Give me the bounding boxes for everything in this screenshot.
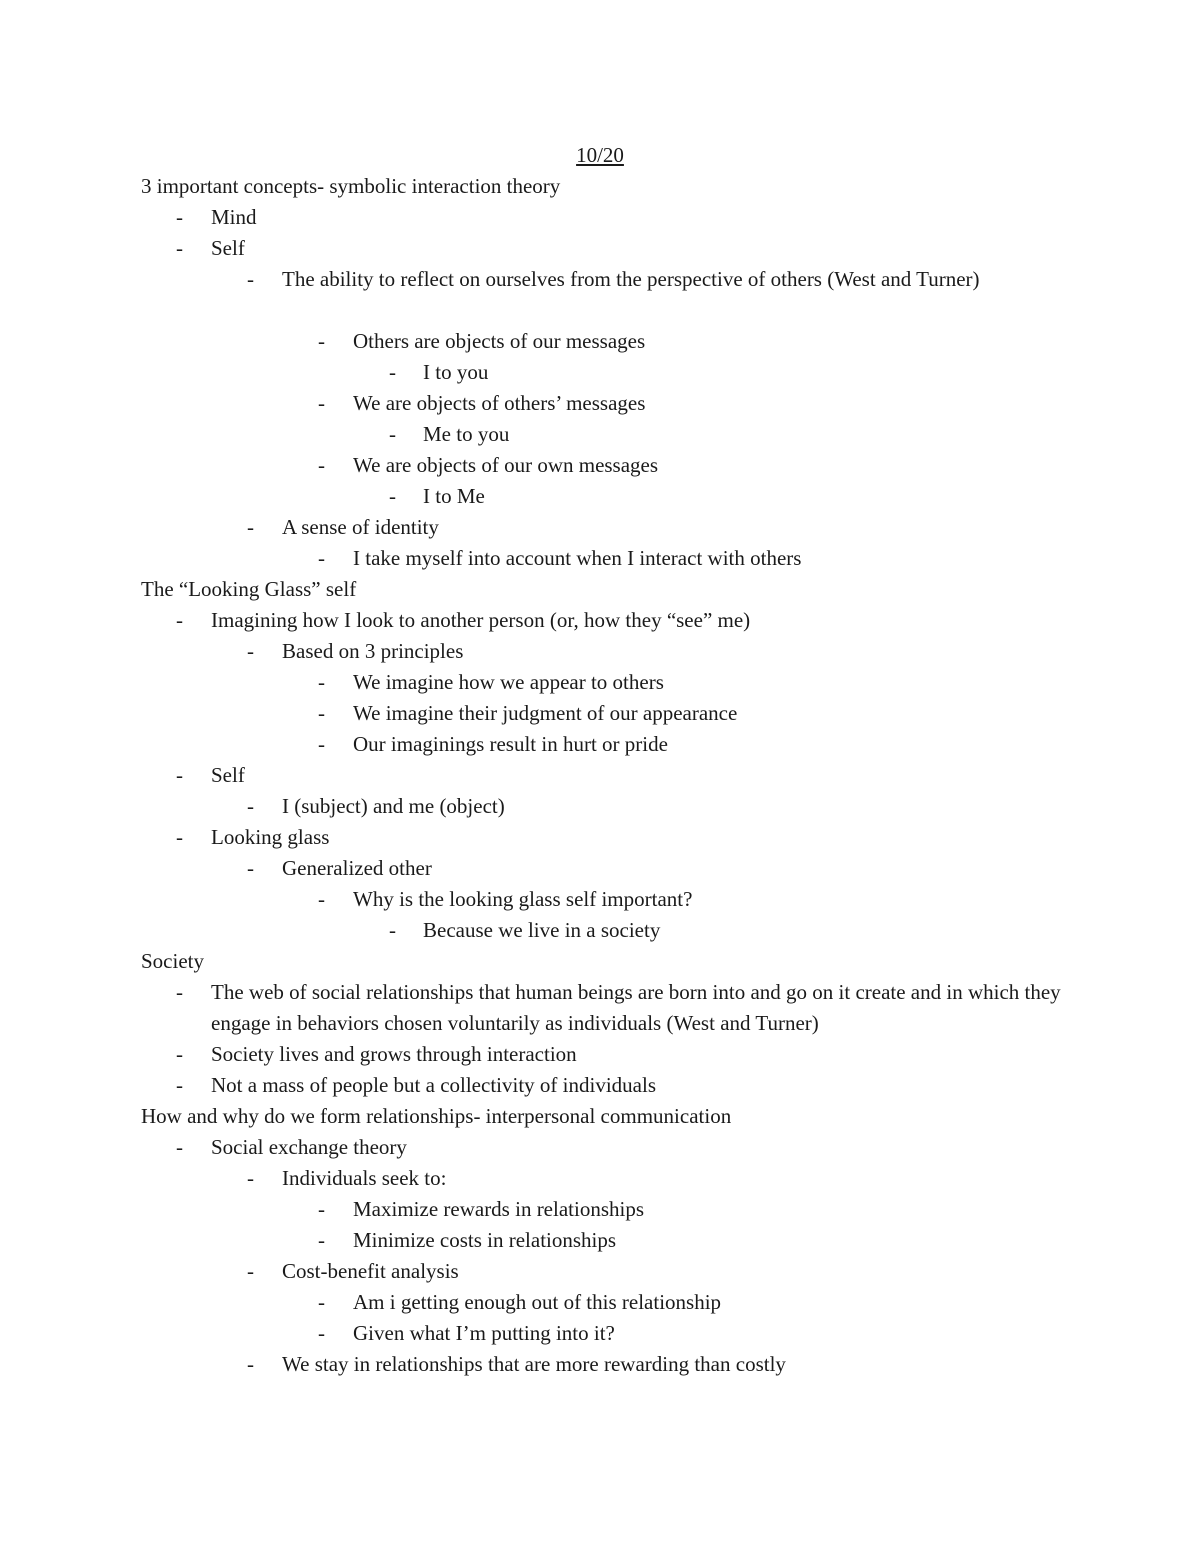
bullet-dash: - [247, 639, 254, 663]
bullet-dash: - [318, 391, 325, 415]
bullet-text: Generalized other [282, 856, 432, 880]
section-heading [0, 574, 1200, 605]
bullet-dash: - [318, 701, 325, 725]
bullet-dash: - [176, 763, 183, 787]
bullet-item [0, 1225, 1200, 1256]
bullet-text: I (subject) and me (object) [282, 794, 505, 818]
bullet-text: Self [211, 763, 245, 787]
bullet-item [0, 791, 1200, 822]
bullet-text: We are objects of our own messages [353, 453, 659, 477]
bullet-dash: - [318, 670, 325, 694]
bullet-dash: - [247, 856, 254, 880]
bullet-dash: - [247, 515, 254, 539]
bullet-item [0, 1039, 1200, 1070]
bullet-dash: - [318, 1228, 325, 1252]
bullet-item [0, 357, 1200, 388]
section-heading [0, 171, 1200, 202]
bullet-text: I to Me [423, 484, 485, 508]
bullet-text: Others are objects of our messages [353, 329, 646, 353]
bullet-text: A sense of identity [282, 515, 439, 539]
bullet-item [0, 450, 1200, 481]
section-heading [0, 1101, 1200, 1132]
bullet-item [0, 233, 1200, 264]
bullet-text: Our imaginings result in hurt or pride [353, 732, 668, 756]
bullet-dash: - [318, 453, 325, 477]
bullet-dash: - [176, 205, 183, 229]
bullet-text: We stay in relationships that are more rewarding than costly [282, 1352, 786, 1376]
bullet-item [0, 698, 1200, 729]
bullet-dash: - [247, 1166, 254, 1190]
bullet-text: The web of social relationships that human beings are born into and go on it create and in which they engage in behaviors chosen voluntarily as individuals (West and Turner) [211, 980, 1061, 1035]
bullet-item [0, 636, 1200, 667]
bullet-text: Society lives and grows through interaction [211, 1042, 577, 1066]
bullet-item [0, 1287, 1200, 1318]
bullet-dash: - [176, 980, 183, 1004]
bullet-text: Self [211, 236, 245, 260]
bullet-text: I take myself into account when I interact with others [353, 546, 802, 570]
bullet-dash: - [176, 608, 183, 632]
bullet-dash: - [176, 1042, 183, 1066]
bullet-item [0, 977, 1200, 1039]
bullet-dash: - [318, 1321, 325, 1345]
bullet-dash: - [176, 825, 183, 849]
bullet-item [0, 543, 1200, 574]
bullet-text: Mind [211, 205, 257, 229]
bullet-dash: - [389, 360, 396, 384]
bullet-item [0, 853, 1200, 884]
bullet-text: Looking glass [211, 825, 330, 849]
bullet-item [0, 419, 1200, 450]
bullet-dash: - [318, 546, 325, 570]
bullet-text: I to you [423, 360, 489, 384]
bullet-item [0, 822, 1200, 853]
bullet-dash: - [318, 1197, 325, 1221]
bullet-item [0, 1194, 1200, 1225]
bullet-dash: - [389, 918, 396, 942]
bullet-item [0, 481, 1200, 512]
bullet-text: Am i getting enough out of this relationship [353, 1290, 722, 1314]
bullet-text: 3 important concepts- symbolic interaction theory [141, 174, 561, 198]
bullet-item [0, 729, 1200, 760]
bullet-text: Given what I’m putting into it? [353, 1321, 615, 1345]
bullet-item [0, 388, 1200, 419]
bullet-dash: - [176, 1135, 183, 1159]
bullet-dash: - [318, 329, 325, 353]
bullet-text: Based on 3 principles [282, 639, 464, 663]
bullet-dash: - [247, 1259, 254, 1283]
bullet-dash: - [318, 732, 325, 756]
bullet-item [0, 512, 1200, 543]
bullet-text: Maximize rewards in relationships [353, 1197, 645, 1221]
bullet-text: Why is the looking glass self important? [353, 887, 693, 911]
bullet-text: Because we live in a society [423, 918, 661, 942]
bullet-dash: - [176, 1073, 183, 1097]
bullet-item [0, 1132, 1200, 1163]
bullet-dash: - [247, 1352, 254, 1376]
bullet-dash: - [318, 1290, 325, 1314]
bullet-text: Not a mass of people but a collectivity of individuals [211, 1073, 656, 1097]
bullet-text: Society [141, 949, 204, 973]
bullet-text: The “Looking Glass” self [141, 577, 357, 601]
bullet-dash: - [176, 236, 183, 260]
bullet-text: Cost-benefit analysis [282, 1259, 459, 1283]
bullet-item [0, 326, 1200, 357]
notes-outline [0, 171, 1200, 1380]
bullet-item [0, 264, 1200, 326]
bullet-dash: - [247, 267, 254, 291]
bullet-text: Individuals seek to: [282, 1166, 447, 1190]
bullet-dash: - [318, 887, 325, 911]
bullet-item [0, 667, 1200, 698]
bullet-text: Social exchange theory [211, 1135, 407, 1159]
bullet-dash: - [389, 484, 396, 508]
bullet-item [0, 1256, 1200, 1287]
bullet-item [0, 884, 1200, 915]
bullet-item [0, 915, 1200, 946]
bullet-text: Minimize costs in relationships [353, 1228, 617, 1252]
bullet-item [0, 1349, 1200, 1380]
bullet-text: We imagine how we appear to others [353, 670, 664, 694]
bullet-text: The ability to reflect on ourselves from the perspective of others (West and Turner) [282, 267, 980, 291]
bullet-text: We imagine their judgment of our appearance [353, 701, 738, 725]
bullet-item [0, 760, 1200, 791]
bullet-dash: - [389, 422, 396, 446]
bullet-dash: - [247, 794, 254, 818]
bullet-text: Me to you [423, 422, 510, 446]
bullet-text: How and why do we form relationships- interpersonal communication [141, 1104, 732, 1128]
bullet-text: We are objects of others’ messages [353, 391, 646, 415]
bullet-item [0, 605, 1200, 636]
bullet-text: Imagining how I look to another person (or, how they “see” me) [211, 608, 751, 632]
date-heading: 10/20 [576, 143, 624, 167]
bullet-item [0, 1318, 1200, 1349]
bullet-item [0, 1070, 1200, 1101]
bullet-item [0, 202, 1200, 233]
bullet-item [0, 1163, 1200, 1194]
section-heading [0, 946, 1200, 977]
